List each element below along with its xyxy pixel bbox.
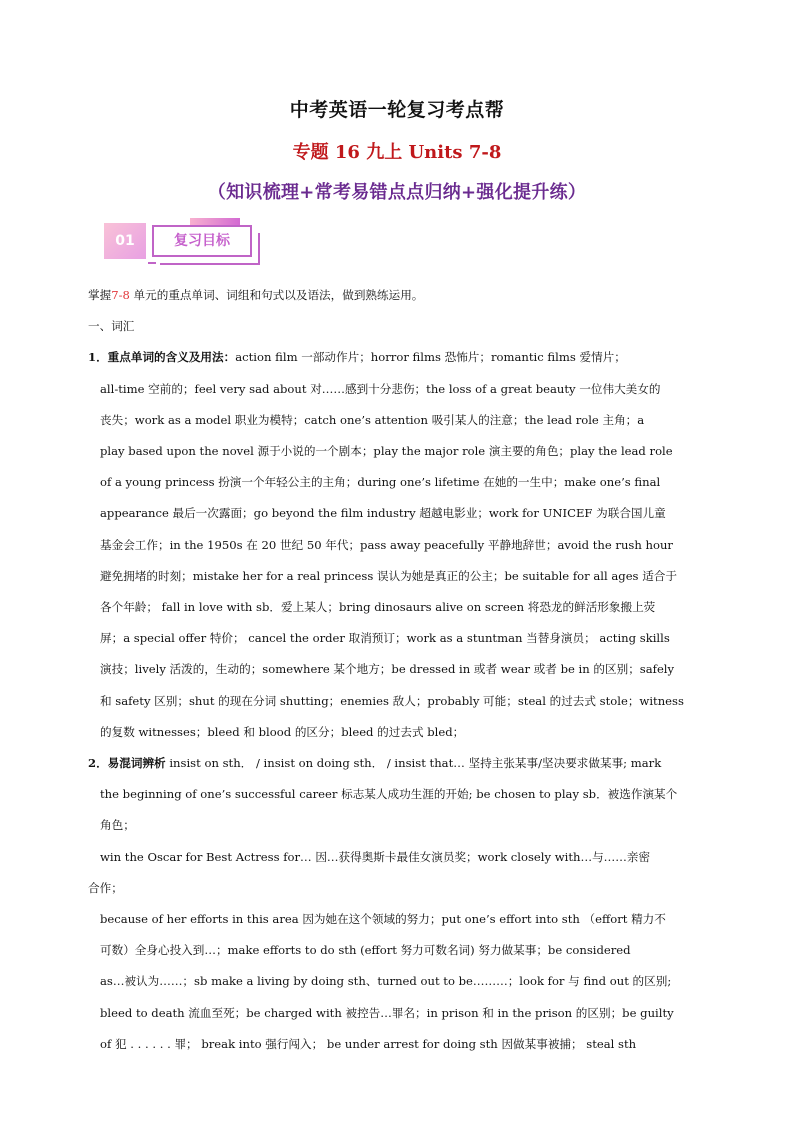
item2-first-line: 2．易混词辨析 insist on sth． / insist on doing sth． / insist that… 坚持主张某事/坚决要求做某事; mark [88, 756, 662, 771]
text-line: 和 safety 区别；shut 的现在分词 shutting；enemies 敌人；probably 可能；steal 的过去式 stole；witness [100, 693, 684, 708]
section-number: 01 [104, 223, 146, 259]
text-line: as…被认为……；sb make a living by doing sth、turned out to be………；look for 与 find out 的区别; [100, 974, 672, 989]
text-line: because of her efforts in this area 因为她在这个领域的努力；put one’s effort into sth （effort 精力不 [100, 912, 666, 927]
text-line: play based upon the novel 源于小说的一个剧本；play the major role 演主要的角色；play the lead role [100, 444, 673, 459]
page-title: 中考英语一轮复习考点帮 [289, 99, 505, 121]
text-line: bleed to death 流血至死；be charged with 被控告…罪名；in prison 和 in the prison 的区别；be guilty [100, 1005, 674, 1020]
text-line: the beginning of one’s successful career 标志某人成功生涯的开始; be chosen to play sb．被选作演某个 [100, 787, 678, 802]
text-line: 角色； [100, 818, 135, 833]
text-line: win the Oscar for Best Actress for… 因…获得奥斯卡最佳女演员奖；work closely with…与……亲密 [100, 849, 651, 864]
text-line: 演技；lively 活泼的，生动的；somewhere 某个地方；be dressed in 或者 wear 或者 be in 的区别；safely [100, 662, 675, 677]
item-confusing-words [88, 748, 710, 1060]
item2-title: 易混词辨析 [107, 756, 166, 771]
text-line: appearance 最后一次露面；go beyond the film industry 超越电影业；work for UNICEF 为联合国儿童 [100, 506, 666, 521]
text-line: all-time 空前的；feel very sad about 对……感到十分悲伤；the loss of a great beauty 一位伟大美女的 [100, 381, 661, 396]
text-line: 屏；a special offer 特价； cancel the order 取消预订；work as a stuntman 当替身演员； acting skills [100, 631, 670, 646]
content-body [88, 280, 710, 1060]
badge-accent-bar [190, 218, 240, 225]
badge-tick [148, 262, 156, 264]
text-line: 可数）全身心投入到…；make efforts to do sth (effort 努力可数名词) 努力做某事；be considered [100, 943, 631, 958]
text-line: of a young princess 扮演一个年轻公主的主角；during one’s lifetime 在她的一生中；make one’s final [100, 475, 661, 490]
text-line: 丧失；work as a model 职业为模特；catch one’s attention 吸引某人的注意；the lead role 主角；a [100, 412, 645, 427]
section-badge [104, 218, 264, 268]
text-line: 合作； [88, 880, 123, 895]
item1-title: 重点单词的含义及用法： [107, 350, 236, 365]
topic-subtitle: 专题 16 九上 Units 7-8 [292, 142, 502, 163]
text-line: 避免拥堵的时刻；mistake her for a real princess 误认为她是真正的公主；be suitable for all ages 适合于 [100, 568, 677, 583]
content-subtitle: （知识梳理+常考易错点点归纳+强化提升练） [207, 182, 587, 203]
heading-vocabulary: 一、词汇 [88, 319, 135, 334]
intro-paragraph: 掌握7-8 单元的重点单词、词组和句式以及语法，做到熟练运用。 [88, 288, 424, 302]
intro-highlight: 7-8 [111, 288, 130, 302]
text-line: of 犯 . . . . . . 罪； break into 强行闯入； be under arrest for doing sth 因做某事被捕； steal sth [100, 1036, 637, 1051]
text-line: 基金会工作；in the 1950s 在 20 世纪 50 年代；pass away peacefully 平静地辞世；avoid the rush hour [100, 537, 673, 552]
item-key-words [88, 342, 710, 748]
text-line: 的复数 witnesses；bleed 和 blood 的区分；bleed 的过去式 bled； [100, 724, 465, 739]
section-label: 复习目标 [152, 225, 252, 257]
item1-first-line: 1．重点单词的含义及用法：action film 一部动作片；horror films 恐怖片；romantic films 爱情片； [88, 350, 626, 365]
text-line: 各个年龄； fall in love with sb．爱上某人；bring dinosaurs alive on screen 将恐龙的鲜活形象搬上荧 [100, 600, 656, 615]
